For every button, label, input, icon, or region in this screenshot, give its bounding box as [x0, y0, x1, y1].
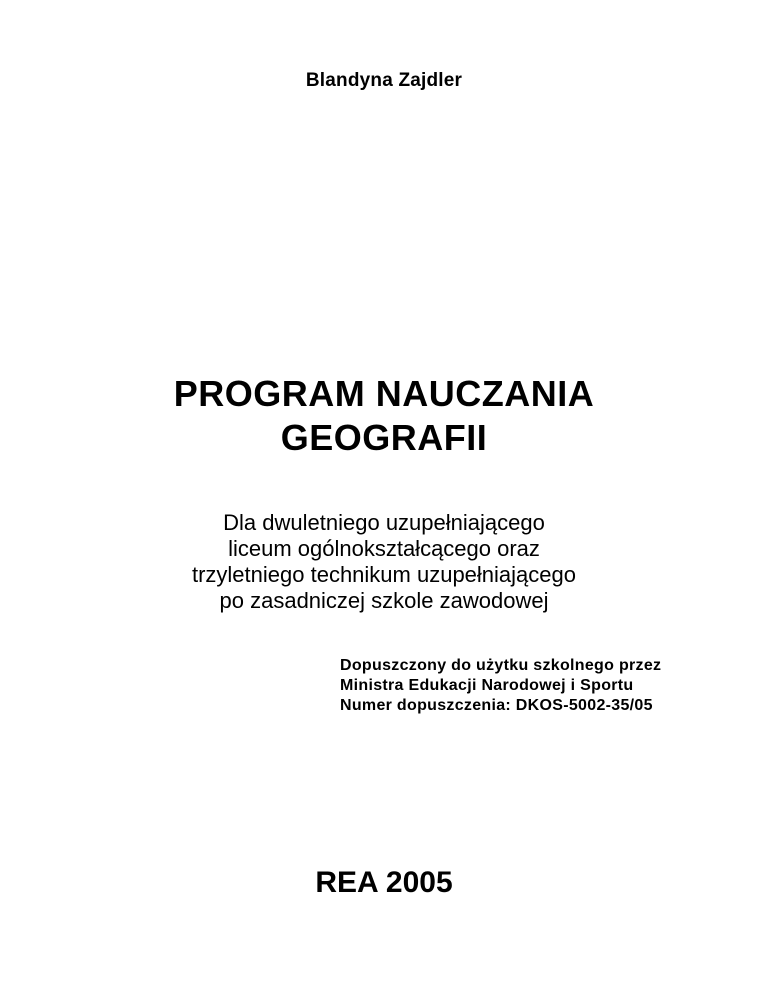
- document-subtitle: [0, 510, 768, 614]
- approval-line-3: Numer dopuszczenia: DKOS-5002-35/05: [340, 697, 653, 714]
- title-line-1: PROGRAM NAUCZANIA: [173, 373, 595, 414]
- subtitle-line-3: trzyletniego technikum uzupełniającego: [191, 562, 576, 587]
- subtitle-line-1: Dla dwuletniego uzupełniającego: [223, 510, 545, 535]
- subtitle-line-4: po zasadniczej szkole zawodowej: [219, 588, 549, 613]
- author-name: Blandyna Zajdler: [305, 70, 463, 91]
- approval-line-1: Dopuszczony do użytku szkolnego przez: [340, 657, 662, 674]
- title-line-2: GEOGRAFII: [280, 417, 488, 458]
- publisher-year: REA 2005: [315, 866, 453, 899]
- document-title: [0, 372, 768, 460]
- subtitle-line-2: liceum ogólnokształcącego oraz: [228, 536, 540, 561]
- approval-line-2: Ministra Edukacji Narodowej i Sportu: [340, 677, 634, 694]
- approval-note: [340, 656, 740, 716]
